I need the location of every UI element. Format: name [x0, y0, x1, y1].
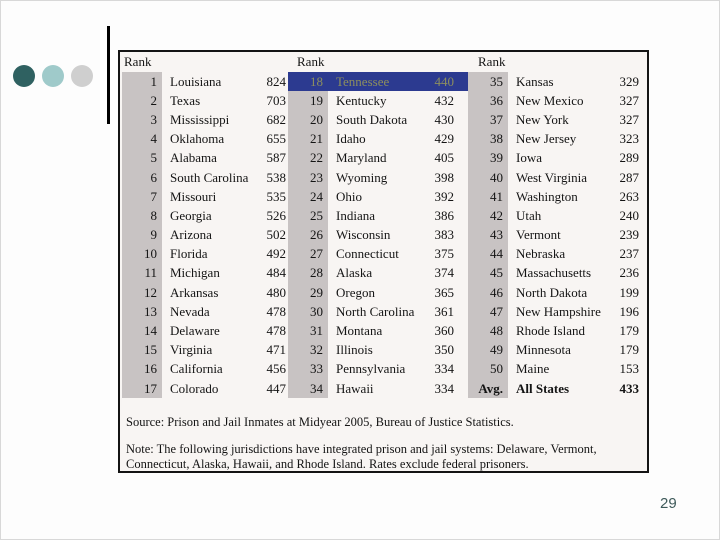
rank-column-header-2: Rank — [297, 54, 325, 69]
rank-cell: 38 — [468, 130, 508, 149]
state-name: New York — [516, 111, 569, 127]
rate-value: 365 — [434, 284, 454, 300]
rate-value: 824 — [266, 73, 286, 89]
state-name: North Carolina — [336, 303, 415, 319]
rank-column-header-3: Rank — [478, 54, 506, 69]
rate-value: 440 — [434, 73, 454, 89]
rank-cell: 4 — [122, 130, 162, 149]
rate-value: 323 — [619, 131, 639, 147]
table-row — [288, 283, 468, 302]
rank-cell: 28 — [288, 264, 328, 283]
table-row — [468, 379, 647, 398]
rate-value: 484 — [266, 265, 286, 281]
state-name: Kentucky — [336, 92, 387, 108]
table-row — [288, 264, 468, 283]
rate-value: 398 — [434, 169, 454, 185]
rank-cell: 23 — [288, 168, 328, 187]
table-row — [468, 245, 647, 264]
state-name: New Mexico — [516, 92, 584, 108]
rate-value: 703 — [266, 92, 286, 108]
rank-cell: 43 — [468, 226, 508, 245]
rank-cell: 37 — [468, 110, 508, 129]
rate-value: 179 — [619, 323, 639, 339]
rank-column-header-1: Rank — [124, 54, 152, 69]
rate-value: 392 — [434, 188, 454, 204]
rank-cell: 12 — [122, 283, 162, 302]
rank-cell: 39 — [468, 149, 508, 168]
state-name: Massachusetts — [516, 265, 592, 281]
rank-cell: 24 — [288, 187, 328, 206]
rank-cell: 17 — [122, 379, 162, 398]
table-row — [288, 302, 468, 321]
rate-value: 502 — [266, 227, 286, 243]
rank-cell: 42 — [468, 206, 508, 225]
rate-value: 375 — [434, 246, 454, 262]
rate-value: 374 — [434, 265, 454, 281]
table-row — [120, 360, 288, 379]
rate-value: 263 — [619, 188, 639, 204]
rank-cell: 27 — [288, 245, 328, 264]
state-name: Idaho — [336, 131, 366, 147]
table-row — [468, 226, 647, 245]
table-row — [120, 206, 288, 225]
state-name: Vermont — [516, 227, 561, 243]
bullet-circles — [13, 65, 93, 87]
rate-value: 429 — [434, 131, 454, 147]
state-name: Nevada — [170, 303, 210, 319]
state-name: Rhode Island — [516, 323, 585, 339]
table-row — [468, 283, 647, 302]
source-citation: Source: Prison and Jail Inmates at Midyear 2005, Bureau of Justice Statistics. — [126, 415, 514, 430]
rank-cell: 30 — [288, 302, 328, 321]
table-row — [120, 245, 288, 264]
rank-cell: 48 — [468, 321, 508, 340]
rank-cell: 13 — [122, 302, 162, 321]
rank-cell: 2 — [122, 91, 162, 110]
state-name: Hawaii — [336, 380, 374, 396]
state-name: Pennsylvania — [336, 361, 406, 377]
rate-value: 240 — [619, 207, 639, 223]
state-name: Arkansas — [170, 284, 219, 300]
state-name: North Dakota — [516, 284, 588, 300]
rank-cell: 3 — [122, 110, 162, 129]
state-name: Wisconsin — [336, 227, 391, 243]
rank-cell: 5 — [122, 149, 162, 168]
table-row — [120, 149, 288, 168]
table-row — [120, 110, 288, 129]
rank-cell: 18 — [310, 73, 323, 89]
table-row — [288, 226, 468, 245]
state-name: Kansas — [516, 73, 554, 89]
state-name: Georgia — [170, 207, 212, 223]
rate-value: 236 — [619, 265, 639, 281]
rate-value: 538 — [266, 169, 286, 185]
table-row — [120, 168, 288, 187]
table-row — [468, 130, 647, 149]
rank-cell: 11 — [122, 264, 162, 283]
table-row — [288, 206, 468, 225]
rate-value: 179 — [619, 342, 639, 358]
state-name: New Jersey — [516, 131, 577, 147]
rate-value: 433 — [619, 380, 639, 396]
rank-cell: 49 — [468, 341, 508, 360]
rank-cell: 25 — [288, 206, 328, 225]
state-name: Indiana — [336, 207, 375, 223]
table-row — [468, 168, 647, 187]
rank-cell: 19 — [288, 91, 328, 110]
incarceration-rates-table — [118, 50, 649, 473]
rate-value: 360 — [434, 323, 454, 339]
rank-cell: 45 — [468, 264, 508, 283]
state-name: Illinois — [336, 342, 373, 358]
rate-value: 430 — [434, 111, 454, 127]
rank-cell: 29 — [288, 283, 328, 302]
rate-value: 478 — [266, 303, 286, 319]
table-row — [120, 379, 288, 398]
rate-value: 386 — [434, 207, 454, 223]
table-row — [288, 321, 468, 340]
table-row — [120, 187, 288, 206]
rate-value: 587 — [266, 150, 286, 166]
state-name: Minnesota — [516, 342, 571, 358]
rate-value: 471 — [266, 342, 286, 358]
rank-cell: 10 — [122, 245, 162, 264]
table-row — [120, 226, 288, 245]
state-name: West Virginia — [516, 169, 587, 185]
table-row — [120, 341, 288, 360]
table-row — [120, 302, 288, 321]
rate-value: 383 — [434, 227, 454, 243]
table-column-2 — [288, 72, 468, 398]
table-row — [468, 321, 647, 340]
table-row — [288, 72, 468, 91]
rate-value: 432 — [434, 92, 454, 108]
rate-value: 239 — [619, 227, 639, 243]
rate-value: 237 — [619, 246, 639, 262]
state-name: Michigan — [170, 265, 220, 281]
rank-cell: 36 — [468, 91, 508, 110]
table-row — [468, 302, 647, 321]
state-name: Maine — [516, 361, 550, 377]
table-row — [468, 206, 647, 225]
rank-cell: 35 — [468, 72, 508, 91]
rate-value: 334 — [434, 380, 454, 396]
rank-cell: 50 — [468, 360, 508, 379]
rank-cell: 41 — [468, 187, 508, 206]
state-name: Louisiana — [170, 73, 222, 89]
rank-cell: 44 — [468, 245, 508, 264]
table-header-row — [120, 52, 647, 72]
rank-cell: 40 — [468, 168, 508, 187]
table-row — [288, 245, 468, 264]
table-row — [288, 168, 468, 187]
rate-value: 655 — [266, 131, 286, 147]
state-name: Arizona — [170, 227, 212, 243]
table-row — [288, 379, 468, 398]
rate-value: 456 — [266, 361, 286, 377]
rate-value: 327 — [619, 92, 639, 108]
table-row — [120, 283, 288, 302]
rate-value: 480 — [266, 284, 286, 300]
rank-cell: 21 — [288, 130, 328, 149]
rank-cell: 33 — [288, 360, 328, 379]
state-name: Delaware — [170, 323, 220, 339]
rank-cell: Avg. — [468, 379, 508, 398]
rank-cell: 14 — [122, 321, 162, 340]
table-column-1 — [120, 72, 288, 398]
decorative-vertical-line — [107, 26, 110, 124]
state-name: South Carolina — [170, 169, 249, 185]
rank-cell: 47 — [468, 302, 508, 321]
state-name: Nebraska — [516, 246, 566, 262]
rate-value: 535 — [266, 188, 286, 204]
state-name: Alabama — [170, 150, 217, 166]
state-name: Alaska — [336, 265, 373, 281]
rank-cell: 32 — [288, 341, 328, 360]
state-name: California — [170, 361, 223, 377]
table-row — [120, 72, 288, 91]
table-row — [120, 91, 288, 110]
state-name: Oklahoma — [170, 131, 225, 147]
table-row — [468, 360, 647, 379]
table-row — [468, 72, 647, 91]
state-name: All States — [516, 380, 570, 396]
state-name: Maryland — [336, 150, 387, 166]
rank-cell: 1 — [122, 72, 162, 91]
table-row — [120, 130, 288, 149]
table-row — [120, 321, 288, 340]
rank-cell: 34 — [288, 379, 328, 398]
rate-value: 350 — [434, 342, 454, 358]
rank-cell: 6 — [122, 168, 162, 187]
table-row — [468, 187, 647, 206]
table-row — [468, 341, 647, 360]
rate-value: 199 — [619, 284, 639, 300]
rate-value: 327 — [619, 111, 639, 127]
state-name: Ohio — [336, 188, 362, 204]
rate-value: 196 — [619, 303, 639, 319]
table-row — [288, 91, 468, 110]
rate-value: 447 — [266, 380, 286, 396]
dark-teal-circle-icon — [13, 65, 35, 87]
rate-value: 153 — [619, 361, 639, 377]
gray-circle-icon — [71, 65, 93, 87]
rate-value: 361 — [434, 303, 454, 319]
state-name: Connecticut — [336, 246, 399, 262]
table-row — [468, 91, 647, 110]
rank-cell: 15 — [122, 341, 162, 360]
rate-value: 526 — [266, 207, 286, 223]
rate-value: 478 — [266, 323, 286, 339]
state-name: Oregon — [336, 284, 375, 300]
table-row — [120, 264, 288, 283]
table-row — [288, 149, 468, 168]
rank-cell: 46 — [468, 283, 508, 302]
rate-value: 287 — [619, 169, 639, 185]
rank-cell: 22 — [288, 149, 328, 168]
rate-value: 329 — [619, 73, 639, 89]
rate-value: 682 — [266, 111, 286, 127]
rate-value: 405 — [434, 150, 454, 166]
table-body — [120, 72, 647, 398]
rank-cell: 8 — [122, 206, 162, 225]
state-name: Florida — [170, 246, 208, 262]
rank-cell: 9 — [122, 226, 162, 245]
rank-cell: 31 — [288, 321, 328, 340]
table-row — [288, 130, 468, 149]
rank-cell: 20 — [288, 110, 328, 129]
table-row — [468, 264, 647, 283]
state-name: South Dakota — [336, 111, 408, 127]
page-number: 29 — [660, 495, 677, 512]
state-name: Texas — [170, 92, 201, 108]
rank-cell: 26 — [288, 226, 328, 245]
rank-cell: 7 — [122, 187, 162, 206]
table-row — [468, 149, 647, 168]
table-row — [288, 341, 468, 360]
state-name: Tennessee — [336, 73, 390, 89]
state-name: Virginia — [170, 342, 213, 358]
table-row — [288, 360, 468, 379]
state-name: New Hampshire — [516, 303, 601, 319]
table-row — [288, 187, 468, 206]
table-row — [288, 110, 468, 129]
table-column-3 — [468, 72, 647, 398]
state-name: Wyoming — [336, 169, 388, 185]
table-row — [468, 110, 647, 129]
state-name: Utah — [516, 207, 542, 223]
rate-value: 289 — [619, 150, 639, 166]
state-name: Iowa — [516, 150, 542, 166]
state-name: Colorado — [170, 380, 219, 396]
state-name: Mississippi — [170, 111, 230, 127]
light-teal-circle-icon — [42, 65, 64, 87]
state-name: Washington — [516, 188, 578, 204]
footnote: Note: The following jurisdictions have integrated prison and jail systems: Delaware, Vermont, Connecticut, Alaska, Hawaii, and Rhode Island. Rates exclude federal prisoners. — [126, 442, 597, 472]
rate-value: 492 — [266, 246, 286, 262]
rank-cell: 16 — [122, 360, 162, 379]
state-name: Montana — [336, 323, 383, 339]
rate-value: 334 — [434, 361, 454, 377]
state-name: Missouri — [170, 188, 217, 204]
